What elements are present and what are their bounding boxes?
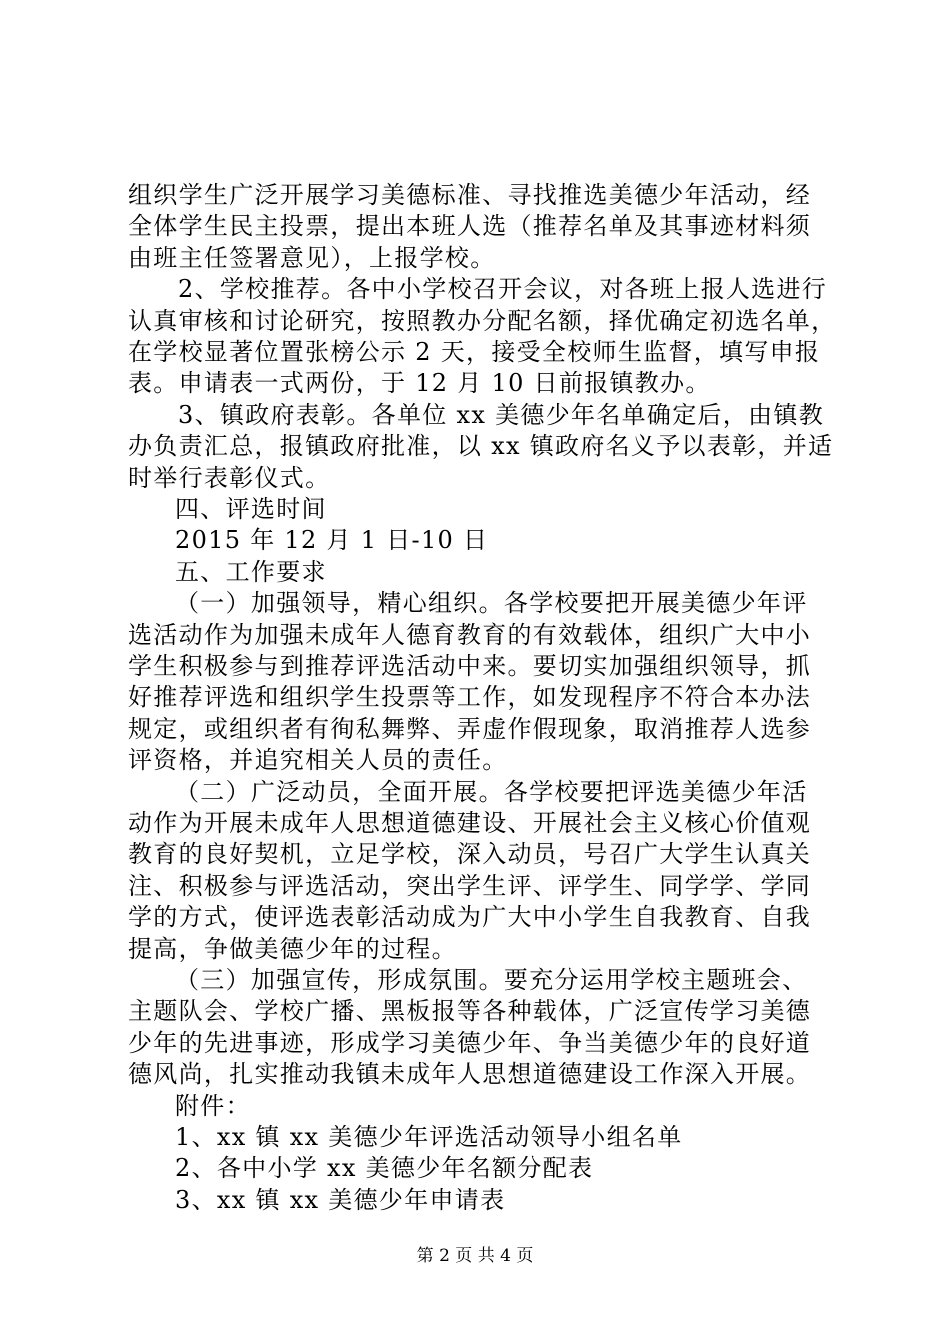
body-text-line: （一）加强领导，精心组织。各学校要把开展美德少年评	[175, 589, 808, 618]
section-heading: 五、工作要求	[175, 557, 327, 586]
body-text-line: 教育的良好契机，立足学校，深入动员，号召广大学生认真关	[128, 840, 812, 869]
body-text-line: 评资格，并追究相关人员的责任。	[128, 746, 508, 775]
body-text-line: 2015 年 12 月 1 日-10 日	[175, 526, 489, 555]
attachment-heading: 附件：	[175, 1091, 251, 1120]
attachment-item: 2、各中小学 xx 美德少年名额分配表	[175, 1154, 594, 1183]
body-text-line: 动作为开展未成年人思想道德建设、开展社会主义核心价值观	[128, 809, 812, 837]
body-text-line: 表。申请表一式两份，于 12 月 10 日前报镇教办。	[128, 369, 711, 398]
body-text-line: 全体学生民主投票，提出本班人选（推荐名单及其事迹材料须	[128, 212, 812, 241]
body-text-line: 由班主任签署意见），上报学校。	[128, 243, 496, 272]
body-text-line: （三）加强宣传，形成氛围。要充分运用学校主题班会、	[175, 966, 808, 994]
attachment-item: 1、xx 镇 xx 美德少年评选活动领导小组名单	[175, 1123, 683, 1151]
body-text-line: 办负责汇总，报镇政府批准，以 xx 镇政府名义予以表彰，并适	[128, 432, 834, 461]
section-heading: 四、评选时间	[175, 495, 327, 523]
body-text-line: 认真审核和讨论研究，按照教办分配名额，择优确定初选名单，	[128, 306, 837, 335]
body-text-line: 主题队会、学校广播、黑板报等各种载体，广泛宣传学习美德	[128, 997, 812, 1026]
body-text-line: 学生积极参与到推荐评选活动中来。要切实加强组织领导，抓	[128, 652, 812, 680]
body-text-line: 少年的先进事迹，形成学习美德少年、争当美德少年的良好道	[128, 1028, 812, 1057]
body-text-line: 德风尚，扎实推动我镇未成年人思想道德建设工作深入开展。	[128, 1060, 812, 1089]
body-text-line: 组织学生广泛开展学习美德标准、寻找推选美德少年活动，经	[128, 181, 812, 209]
body-text-line: 时举行表彰仪式。	[128, 463, 331, 492]
body-text-line: 3、镇政府表彰。各单位 xx 美德少年名单确定后，由镇教	[178, 400, 824, 429]
body-text-line: 注、积极参与评选活动，突出学生评、评学生、同学学、学同	[128, 871, 812, 900]
body-text-line: 提高，争做美德少年的过程。	[128, 934, 457, 963]
body-text-line: （二）广泛动员，全面开展。各学校要把评选美德少年活	[175, 777, 808, 806]
page-number-footer: 第 2 页 共 4 页	[416, 1246, 534, 1266]
body-text-line: 在学校显著位置张榜公示 2 天，接受全校师生监督，填写申报	[128, 338, 821, 366]
attachment-item: 3、xx 镇 xx 美德少年申请表	[175, 1185, 506, 1214]
body-text-line: 2、学校推荐。各中小学校召开会议，对各班上报人选进行	[178, 275, 828, 304]
body-text-line: 选活动作为加强未成年人德育教育的有效载体，组织广大中小	[128, 620, 812, 649]
body-text-line: 规定，或组织者有徇私舞弊、弄虚作假现象，取消推荐人选参	[128, 714, 812, 743]
body-text-line: 学的方式，使评选表彰活动成为广大中小学生自我教育、自我	[128, 903, 812, 932]
body-text-line: 好推荐评选和组织学生投票等工作，如发现程序不符合本办法	[128, 683, 812, 712]
